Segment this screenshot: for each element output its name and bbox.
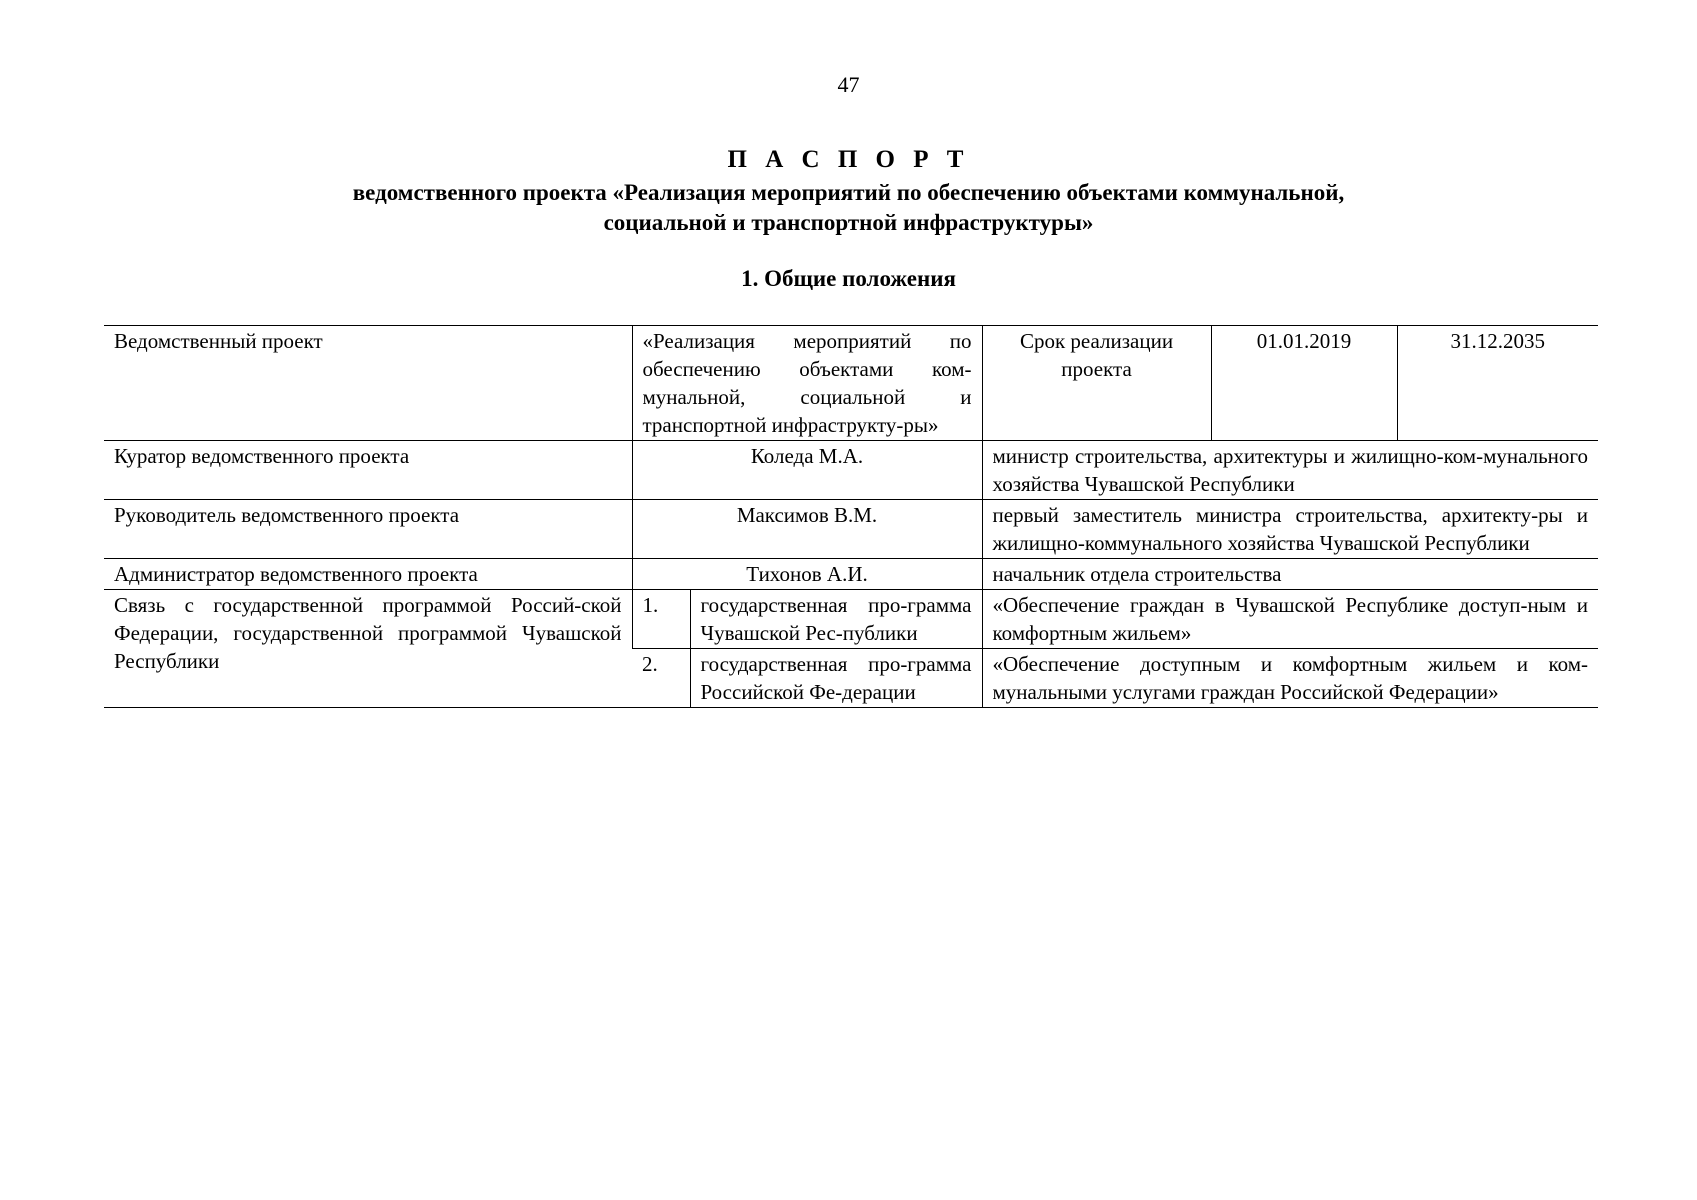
section-heading: 1. Общие положения <box>741 266 956 291</box>
head-label: Руководитель ведомственного проекта <box>104 500 632 559</box>
document-title: П А С П О Р Т <box>727 146 970 173</box>
program-name: «Обеспечение доступным и комфортным жильем и ком-мунальными услугами граждан Российской Федерации» <box>982 649 1598 708</box>
project-name: «Реализация мероприятий по обеспечению объектами ком-мунальной, социальной и транспортной инфраструкту-ры» <box>632 326 982 441</box>
head-name: Максимов В.М. <box>632 500 982 559</box>
program-number: 1. <box>632 590 690 649</box>
term-label: Срок реализации проекта <box>982 326 1211 441</box>
head-position: первый заместитель министра строительства, архитекту-ры и жилищно-коммунального хозяйства Чувашской Республики <box>982 500 1598 559</box>
start-date: 01.01.2019 <box>1211 326 1397 441</box>
admin-position: начальник отдела строительства <box>982 559 1598 590</box>
table-row-admin <box>104 559 1598 590</box>
table-row-program-1 <box>104 590 1598 649</box>
project-label: Ведомственный проект <box>104 326 632 441</box>
end-date: 31.12.2035 <box>1397 326 1598 441</box>
subtitle-line-2: социальной и транспортной инфраструктуры» <box>603 210 1094 235</box>
program-name: «Обеспечение граждан в Чувашской Республике доступ-ным и комфортным жильем» <box>982 590 1598 649</box>
program-number: 2. <box>632 649 690 708</box>
subtitle-line-1: ведомственного проекта «Реализация мероприятий по обеспечению объектами коммунальной, <box>352 180 1345 205</box>
passport-table <box>104 325 1598 708</box>
curator-label: Куратор ведомственного проекта <box>104 441 632 500</box>
admin-name: Тихонов А.И. <box>632 559 982 590</box>
table-row-head <box>104 500 1598 559</box>
page-number: 47 <box>837 72 860 97</box>
program-type: государственная про-грамма Чувашской Рес-публики <box>690 590 982 649</box>
admin-label: Администратор ведомственного проекта <box>104 559 632 590</box>
curator-name: Коледа М.А. <box>632 441 982 500</box>
program-type: государственная про-грамма Российской Фе-дерации <box>690 649 982 708</box>
curator-position: министр строительства, архитектуры и жилищно-ком-мунального хозяйства Чувашской Республики <box>982 441 1598 500</box>
table-row-project <box>104 326 1598 441</box>
document-subtitle <box>220 178 1477 238</box>
table-row-curator <box>104 441 1598 500</box>
link-label: Связь с государственной программой Россий-ской Федерации, государственной программой Чувашской Республики <box>104 590 632 708</box>
